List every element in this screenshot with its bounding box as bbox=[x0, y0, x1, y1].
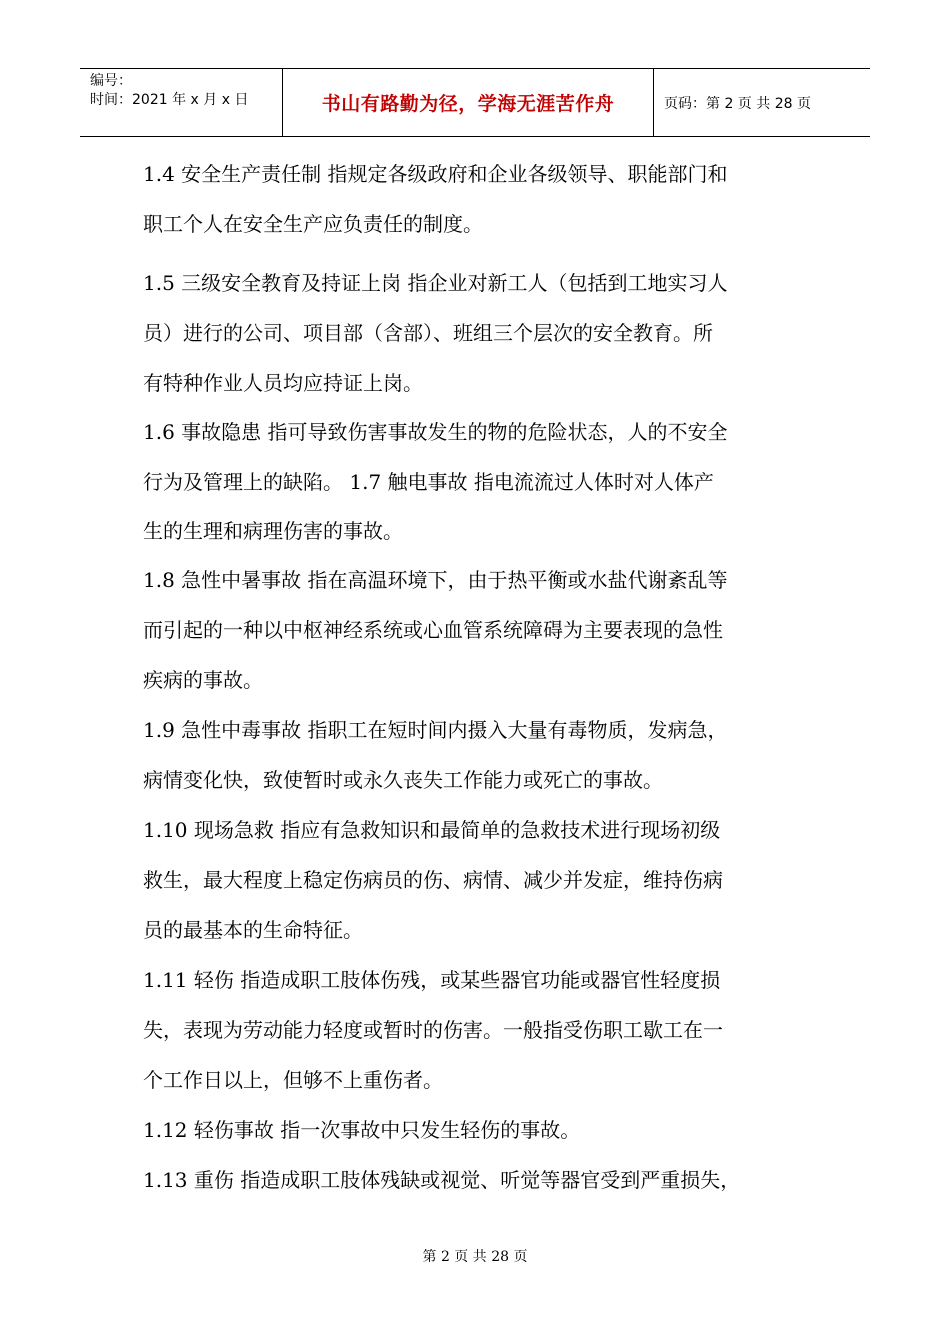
body-line: 1.8 急性中暑事故 指在高温环境下，由于热平衡或水盐代谢紊乱等 bbox=[143, 568, 728, 592]
body-line: 疾病的事故。 bbox=[143, 668, 263, 692]
body-line: 有特种作业人员均应持证上岗。 bbox=[143, 371, 423, 395]
body-line: 生的生理和病理伤害的事故。 bbox=[143, 519, 403, 543]
body-line: 1.10 现场急救 指应有急救知识和最简单的急救技术进行现场初级 bbox=[143, 818, 721, 842]
body-line: 1.9 急性中毒事故 指职工在短时间内摄入大量有毒物质，发病急， bbox=[143, 718, 728, 742]
body-line: 1.12 轻伤事故 指一次事故中只发生轻伤的事故。 bbox=[143, 1118, 581, 1142]
body-line: 行为及管理上的缺陷。 1.7 触电事故 指电流流过人体时对人体产 bbox=[143, 470, 714, 494]
body-line: 而引起的一种以中枢神经系统或心血管系统障碍为主要表现的急性 bbox=[143, 618, 723, 642]
body-line: 1.13 重伤 指造成职工肢体残缺或视觉、听觉等器官受到严重损失， bbox=[143, 1168, 741, 1192]
body-line: 1.4 安全生产责任制 指规定各级政府和企业各级领导、职能部门和 bbox=[143, 162, 728, 186]
header-motto-cell bbox=[283, 69, 654, 136]
header-meta-cell bbox=[80, 69, 283, 136]
header-motto: 书山有路勤为径，学海无涯苦作舟 bbox=[321, 93, 615, 115]
body-line: 1.6 事故隐患 指可导致伤害事故发生的物的危险状态，人的不安全 bbox=[143, 420, 728, 444]
body-line: 个工作日以上，但够不上重伤者。 bbox=[143, 1068, 443, 1092]
page-header bbox=[80, 68, 870, 137]
body-line: 1.11 轻伤 指造成职工肢体伤残，或某些器官功能或器官性轻度损 bbox=[143, 968, 721, 992]
document-code-label: 编号： bbox=[90, 73, 132, 89]
document-date-label: 时间：2021 年 x 月 x 日 bbox=[90, 92, 249, 108]
body-line: 1.5 三级安全教育及持证上岗 指企业对新工人（包括到工地实习人 bbox=[143, 271, 728, 295]
body-line: 职工个人在安全生产应负责任的制度。 bbox=[143, 212, 483, 236]
page-footer: 第 2 页 共 28 页 bbox=[422, 1249, 528, 1265]
body-line: 病情变化快，致使暂时或永久丧失工作能力或死亡的事故。 bbox=[143, 768, 663, 792]
body-line: 救生，最大程度上稳定伤病员的伤、病情、减少并发症，维持伤病 bbox=[143, 868, 723, 892]
body-line: 员的最基本的生命特征。 bbox=[143, 918, 363, 942]
header-page-info: 页码：第 2 页 共 28 页 bbox=[664, 96, 811, 112]
body-line: 失，表现为劳动能力轻度或暂时的伤害。一般指受伤职工歇工在一 bbox=[143, 1018, 723, 1042]
body-line: 员）进行的公司、项目部（含部）、班组三个层次的安全教育。所 bbox=[143, 321, 713, 345]
header-page-cell bbox=[654, 69, 870, 136]
